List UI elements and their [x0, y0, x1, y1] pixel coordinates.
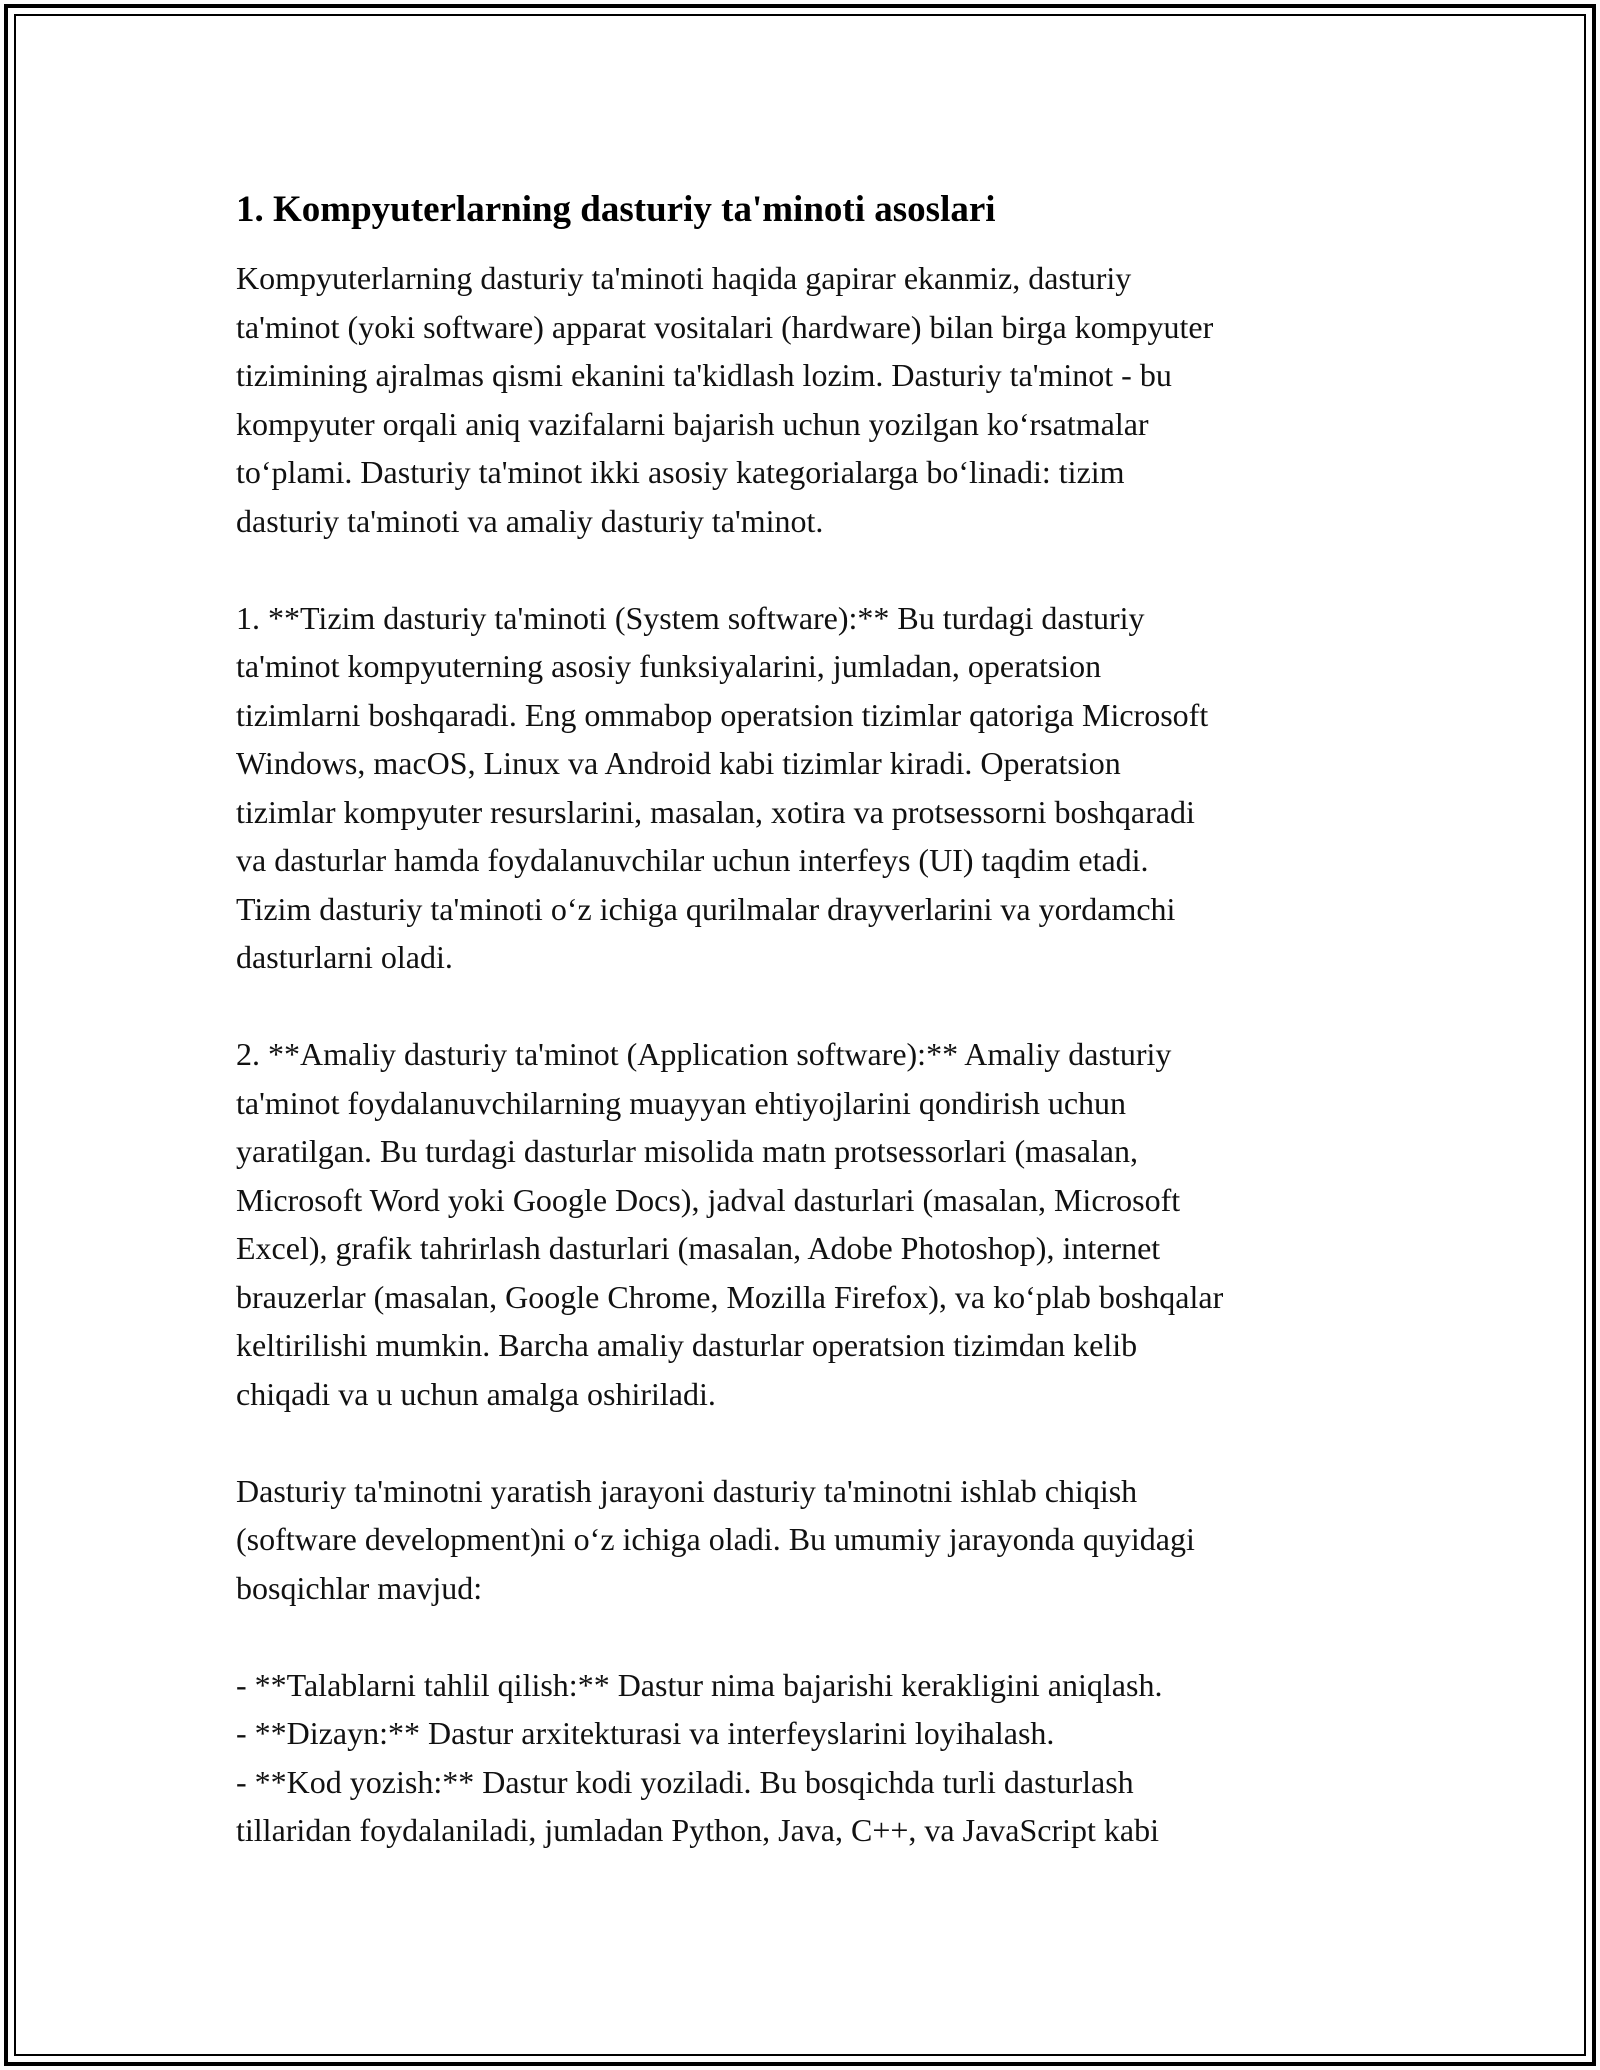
- application-software-paragraph: 2. **Amaliy dasturiy ta'minot (Application software):** Amaliy dasturiy ta'minot foydalanuvchilarning muayyan ehtiyojlarini qondirish uchun yaratilgan. Bu turdagi dasturlar misolida matn protsessorlari (masalan, Microsoft Word yoki Google Docs), jadval dasturlari (masalan, Microsoft Excel), grafik tahrirlash dasturlari (masalan, Adobe Photoshop), internet brauzerlar (masalan, Google Chrome, Mozilla Firefox), va ko‘plab boshqalar keltirilishi mumkin. Barcha amaliy dasturlar operatsion tizimdan kelib chiqadi va u uchun amalga oshiriladi.: [236, 1036, 1224, 1412]
- document-title: 1. Kompyuterlarning dasturiy ta'minoti asoslari: [236, 189, 996, 230]
- development-stages-list: - **Talablarni tahlil qilish:** Dastur nima bajarishi kerakligini aniqlash. - **Dizayn:** Dastur arxitekturasi va interfeyslarini loyihalash. - **Kod yozish:** Dastur kodi yoziladi. Bu bosqichda turli dasturlash tillaridan foydalaniladi, jumladan Python, Java, C++, va JavaScript kabi: [236, 1666, 1163, 1848]
- paragraph-gap: [236, 1418, 1366, 1467]
- paragraph-gap: [236, 545, 1366, 594]
- development-paragraph: Dasturiy ta'minotni yaratish jarayoni dasturiy ta'minotni ishlab chiqish (software development)ni o‘z ichiga oladi. Bu umumiy jarayonda quyidagi bosqichlar mavjud:: [236, 1472, 1195, 1606]
- system-software-paragraph: 1. **Tizim dasturiy ta'minoti (System software):** Bu turdagi dasturiy ta'minot kompyuterning asosiy funksiyalarini, jumladan, operatsion tizimlarni boshqaradi. Eng ommabop operatsion tizimlar qatoriga Microsoft Windows, macOS, Linux va Android kabi tizimlar kiradi. Operatsion tizimlar kompyuter resurslarini, masalan, xotira va protsessorni boshqaradi va dasturlar hamda foydalanuvchilar uchun interfeys (UI) taqdim etadi. Tizim dasturiy ta'minoti o‘z ichiga qurilmalar drayverlarini va yordamchi dasturlarni oladi.: [236, 599, 1209, 975]
- document-body: [236, 186, 1366, 1855]
- paragraph-gap: [236, 982, 1366, 1031]
- intro-paragraph: Kompyuterlarning dasturiy ta'minoti haqida gapirar ekanmiz, dasturiy ta'minot (yoki software) apparat vositalari (hardware) bilan birga kompyuter tizimining ajralmas qismi ekanini ta'kidlash lozim. Dasturiy ta'minot - bu kompyuter orqali aniq vazifalarni bajarish uchun yozilgan ko‘rsatmalar to‘plami. Dasturiy ta'minot ikki asosiy kategorialarga bo‘linadi: tizim dasturiy ta'minoti va amaliy dasturiy ta'minot.: [236, 260, 1214, 539]
- paragraph-gap: [236, 1612, 1366, 1661]
